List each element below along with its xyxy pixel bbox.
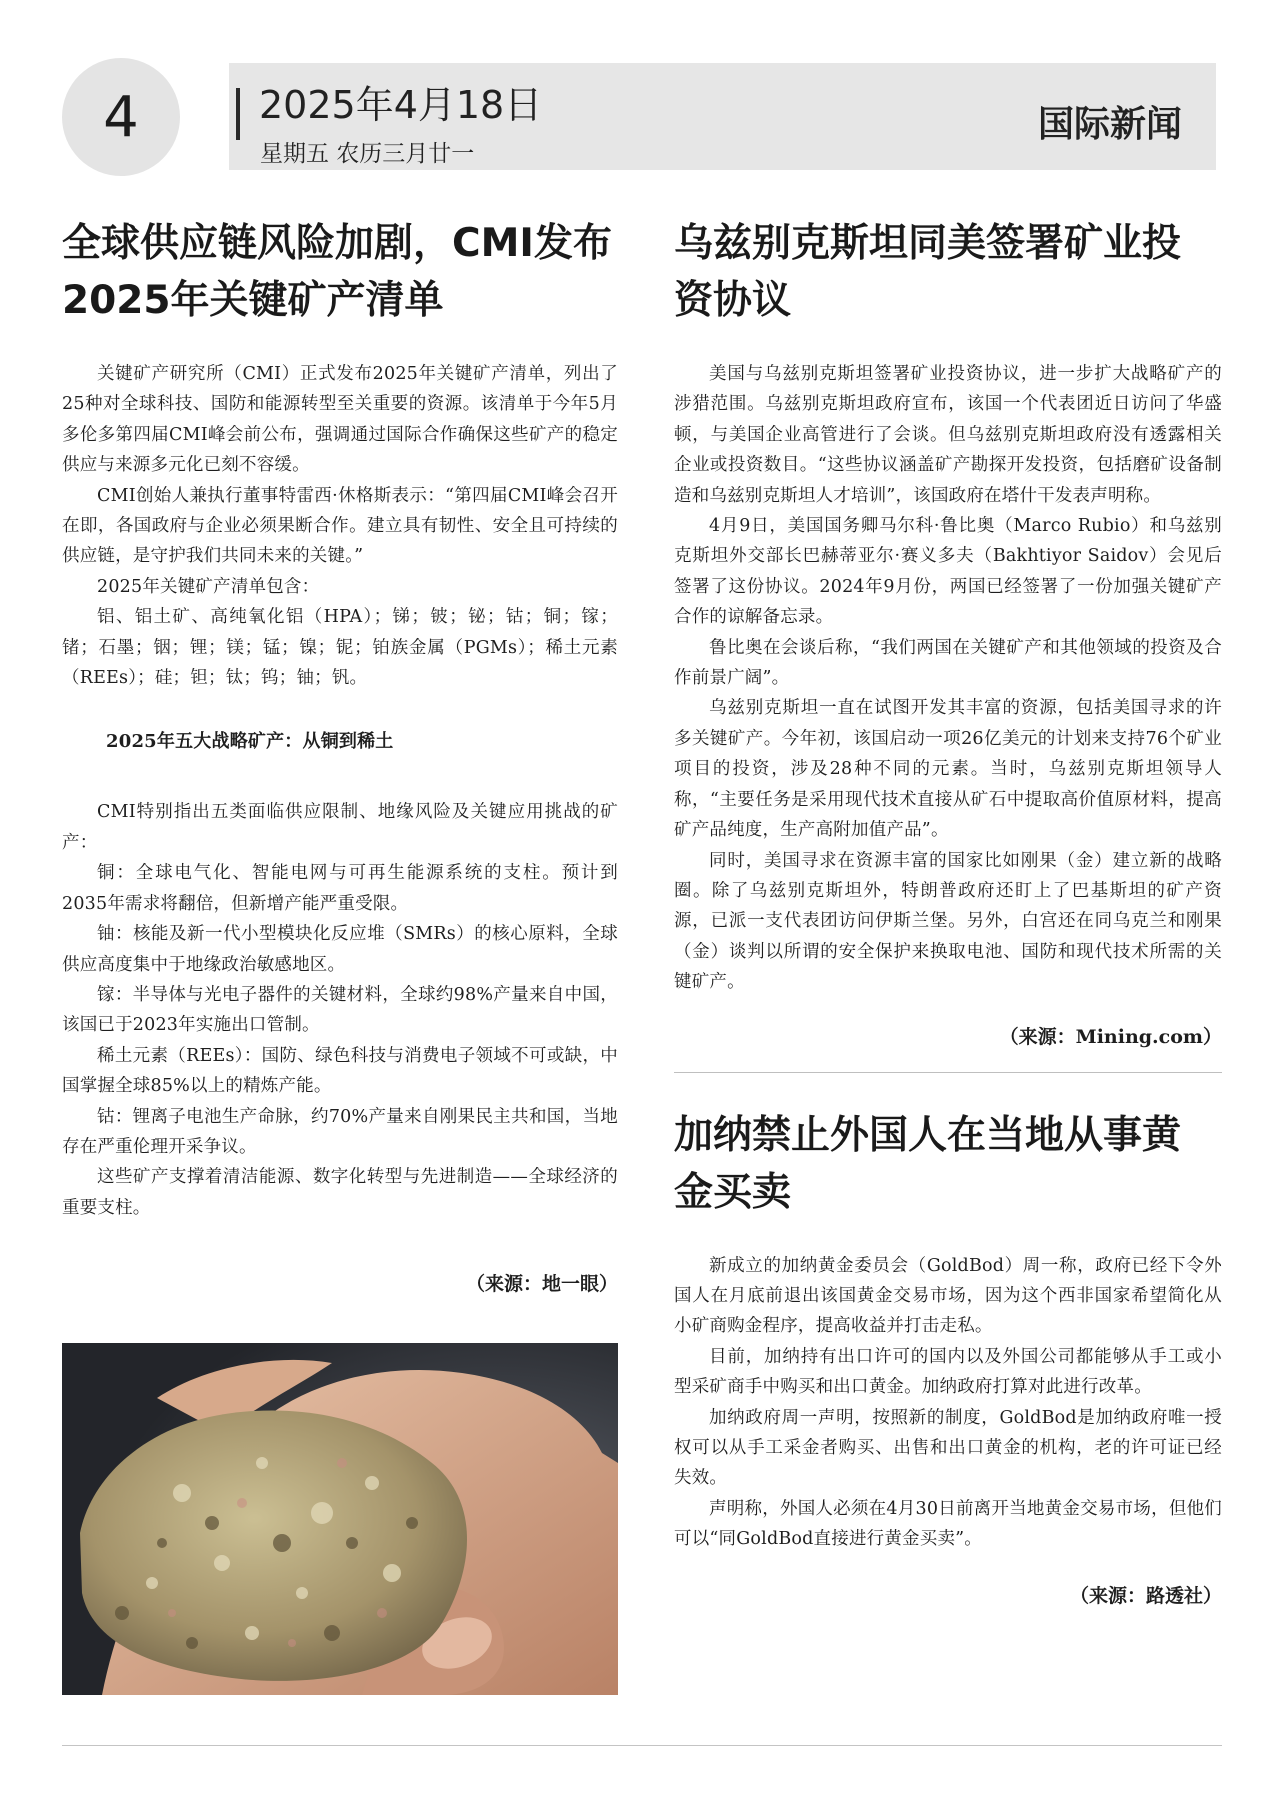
article-divider (674, 1072, 1222, 1073)
paragraph: 关键矿产研究所（CMI）正式发布2025年关键矿产清单，列出了25种对全球科技、国防和能源转型至关重要的资源。该清单于今年5月多伦多第四届CMI峰会前公布，强调通过国际合作确保这些矿产的稳定供应与来源多元化已刻不容缓。 (62, 364, 618, 476)
ore-in-hand-illustration (62, 1343, 618, 1695)
paragraph: 2025年关键矿产清单包含： (97, 576, 320, 597)
paragraph: 铜：全球电气化、智能电网与可再生能源系统的支柱。预计到2035年需求将翻倍，但新增产能严重受限。 (62, 863, 618, 914)
paragraph: 声明称，外国人必须在4月30日前离开当地黄金交易市场，但他们可以“同GoldBod直接进行黄金买卖”。 (674, 1498, 1222, 1550)
page-bottom-rule (62, 1745, 1222, 1746)
paragraph: 铀：核能及新一代小型模块化反应堆（SMRs）的核心原料，全球供应高度集中于地缘政治敏感地区。 (62, 924, 618, 975)
paragraph: 同时，美国寻求在资源丰富的国家比如刚果（金）建立新的战略圈。除了乌兹别克斯坦外，特朗普政府还盯上了巴基斯坦的矿产资源，已派一支代表团访问伊斯兰堡。另外，白宫还在同乌克兰和刚果（金）谈判以所谓的安全保护来换取电池、国防和现代技术所需的关键矿产。 (674, 850, 1222, 993)
paragraph: 加纳政府周一声明，按照新的制度，GoldBod是加纳政府唯一授权可以从手工采金者购买、出售和出口黄金的机构，老的许可证已经失效。 (674, 1407, 1222, 1489)
paragraph: CMI特别指出五类面临供应限制、地缘风险及关键应用挑战的矿产： (62, 802, 618, 853)
right-column (674, 215, 1222, 1611)
paragraph: 鲁比奥在会谈后称，“我们两国在关键矿产和其他领域的投资及合作前景广阔”。 (674, 637, 1222, 689)
section-title: 国际新闻 (1037, 104, 1182, 145)
article-source-uzbekistan: （来源：Mining.com） (999, 1025, 1222, 1048)
left-column (62, 215, 618, 1299)
header-divider (236, 88, 240, 140)
article-headline-uzbekistan: 乌兹别克斯坦同美签署矿业投 资协议 (674, 221, 1182, 323)
article-body-ghana (674, 1251, 1222, 1555)
paragraph: 这些矿产支撑着清洁能源、数字化转型与先进制造——全球经济的重要支柱。 (62, 1167, 618, 1218)
ore-rock-photo (62, 1343, 618, 1695)
paragraph: 4月9日，美国国务卿马尔科·鲁比奥（Marco Rubio）和乌兹别克斯坦外交部长巴赫蒂亚尔·赛义多夫（Bakhtiyor Saidov）会见后签署了这份协议。2024年9月份，两国已经签署了一份加强关键矿产合作的谅解备忘录。 (674, 516, 1222, 628)
paragraph: 稀土元素（REEs）：国防、绿色科技与消费电子领域不可或缺，中国掌握全球85%以上的精炼产能。 (62, 1045, 618, 1097)
issue-date: 2025年4月18日 (259, 83, 543, 127)
paragraph: CMI创始人兼执行董事特雷西·休格斯表示：“第四届CMI峰会召开在即，各国政府与企业必须果断合作。建立具有韧性、安全且可持续的供应链，是守护我们共同未来的关键。” (62, 485, 618, 567)
paragraph: 目前，加纳持有出口许可的国内以及外国公司都能够从手工或小型采矿商手中购买和出口黄金。加纳政府打算对此进行改革。 (674, 1346, 1222, 1398)
article-body-uzbekistan (674, 359, 1222, 998)
page-number-badge (62, 58, 180, 176)
article-headline-ghana: 加纳禁止外国人在当地从事黄 金买卖 (674, 1112, 1182, 1215)
article-subhead: 2025年五大战略矿产：从铜到稀土 (106, 731, 394, 753)
paragraph: 乌兹别克斯坦一直在试图开发其丰富的资源，包括美国寻求的许多关键矿产。今年初，该国启动一项26亿美元的计划来支持76个矿业项目的投资，涉及28种不同的元素。当时，乌兹别克斯坦领导人称，“主要任务是采用现代技术直接从矿石中提取高价值原材料，提高矿产品纯度，生产高附加值产品”。 (674, 698, 1222, 841)
paragraph: 美国与乌兹别克斯坦签署矿业投资协议，进一步扩大战略矿产的涉猎范围。乌兹别克斯坦政府宣布，该国一个代表团近日访问了华盛顿，与美国企业高管进行了会谈。但乌兹别克斯坦政府没有透露相关企业或投资数目。“这些协议涵盖矿产勘探开发投资，包括磨矿设备制造和乌兹别克斯坦人才培训”，该国政府在塔什干发表声明称。 (674, 364, 1222, 506)
paragraph: 钴：锂离子电池生产命脉，约70%产量来自刚果民主共和国，当地存在严重伦理开采争议。 (62, 1106, 618, 1157)
paragraph: 新成立的加纳黄金委员会（GoldBod）周一称，政府已经下令外国人在月底前退出该国黄金交易市场，因为这个西非国家希望简化从小矿商购金程序，提高收益并打击走私。 (674, 1255, 1222, 1337)
article-headline-cmi: 全球供应链风险加剧，CMI发布 2025年关键矿产清单 (62, 221, 612, 323)
article-body-cmi (62, 359, 618, 1223)
article-source-ghana: （来源：路透社） (1069, 1584, 1222, 1607)
paragraph: 镓：半导体与光电子器件的关键材料，全球约98%产量来自中国，该国已于2023年实施出口管制。 (62, 984, 618, 1036)
paragraph: 铝、铝土矿、高纯氧化铝（HPA）；锑；铍；铋；钴；铜；镓；锗；石墨；铟；锂；镁；锰；镍；铌；铂族金属（PGMs）；稀土元素（REEs）；硅；钽；钛；钨；铀；钒。 (62, 607, 618, 689)
article-source-cmi: （来源：地一眼） (465, 1273, 618, 1296)
page-number: 4 (103, 84, 139, 150)
weekday-lunar-date: 星期五 农历三月廿一 (260, 141, 475, 167)
